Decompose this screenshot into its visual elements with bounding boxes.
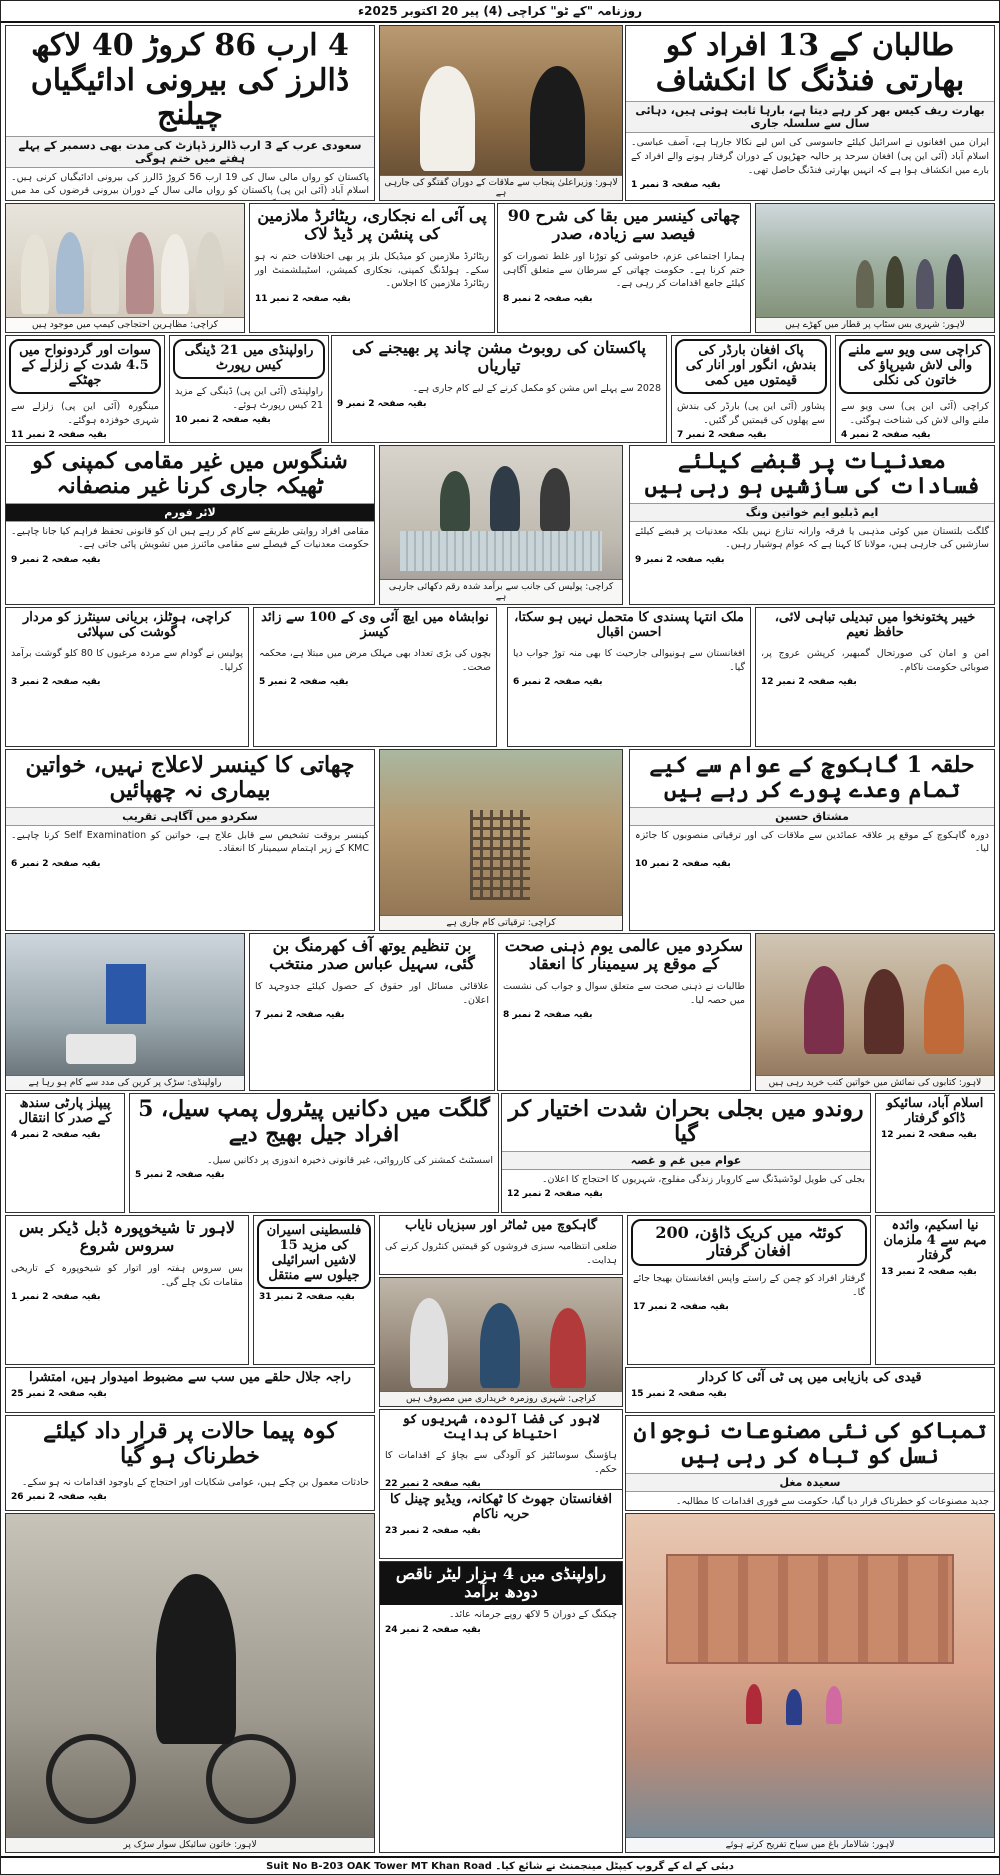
story-body: کینسر بروقت تشخیص سے قابل علاج ہے، خواتین کو Self Examination کرنا چاہیے۔ KMC کے زیر اہتمام سیمینار کا انعقاد۔: [11, 829, 370, 855]
continuation: بقیہ صفحہ 2 نمبر 7: [677, 430, 767, 441]
photo-crane: [5, 933, 245, 1091]
headline: ملک انتہا پسندی کا متحمل نہیں ہو سکتا، احسن اقبال: [514, 610, 744, 640]
photo-caption: لاہور: کتابوں کی نمائش میں خواتین کتب خرید رہی ہیں: [756, 1075, 994, 1090]
lead-story-payments[interactable]: [5, 25, 375, 201]
headline: گلگت میں دکانیں پیٹرول پمپ سیل، 5 افراد جیل بھیج دیے: [138, 1096, 490, 1148]
story-body: طالبات نے ذہنی صحت سے متعلق سوال و جواب کی نشست میں حصہ لیا۔: [503, 980, 745, 1006]
story-youth-kharmang[interactable]: [249, 933, 495, 1091]
headline: نوابشاہ میں ایچ آئی وی کے 100 سے زائد کیسز: [261, 610, 489, 640]
story-body: دورہ گاہکوچ کے موقع پر علاقہ عمائدین سے ملاقات کی اور ترقیاتی منصوبوں کا جائزہ لیا۔: [635, 829, 989, 855]
photo-book-fair: [755, 933, 995, 1091]
headline: فلسطینی اسیران کی مزید 15 لاشیں اسرائیلی جیلوں سے منتقل: [257, 1219, 371, 1289]
story-mental-health[interactable]: [497, 933, 751, 1091]
headline: لاہور تا شیخوپورہ ڈبل ڈیکر بس سروس شروع: [18, 1218, 236, 1256]
brief-earthquake[interactable]: [5, 335, 165, 443]
headline: پی آئی اے نجکاری، ریٹائرڈ ملازمین کی پنشن پر ڈیڈ لاک: [257, 206, 487, 244]
story-body: ہاؤسنگ سوسائٹیز کو آلودگی سے بچاؤ کے اقدامات کا حکم۔: [385, 1449, 617, 1475]
continuation: بقیہ صفحہ 2 نمبر 6: [11, 859, 101, 870]
photo-caption: کراچی: ترقیاتی کام جاری ہے: [380, 915, 622, 930]
masthead: روزنامہ "کے ٹو" کراچی (4) پیر 20 اکتوبر 2025ء: [1, 1, 999, 23]
continuation: بقیہ صفحہ 2 نمبر 25: [11, 1388, 107, 1399]
photo-seized-cash: [379, 445, 623, 605]
continuation: بقیہ صفحہ 2 نمبر 11: [255, 294, 351, 305]
headline: چھاتی کینسر میں بقا کی شرح 90 فیصد سے زیادہ، صدر: [507, 206, 741, 244]
headline: چھاتی کا کینسر لاعلاج نہیں، خواتین بیماری نہ چھپائیں: [25, 752, 355, 804]
continuation: بقیہ صفحہ 2 نمبر 24: [385, 1624, 481, 1635]
tag: عوام میں غم و غصہ: [502, 1151, 870, 1170]
headline: قیدی کی بازیابی میں پی ٹی آئی کا کردار: [698, 1370, 922, 1385]
story-quetta-crackdown[interactable]: [627, 1215, 871, 1365]
headline: کوہ پیما حالات پر قرار داد کیلئے خطرناک ہو گیا: [43, 1418, 337, 1470]
lead-shingus-contract[interactable]: [5, 445, 375, 605]
story-body: جدید مصنوعات کو خطرناک قرار دیا گیا، حکومت سے فوری اقدامات کا مطالبہ۔: [675, 1495, 989, 1507]
continuation: بقیہ صفحہ 2 نمبر 31: [259, 1291, 355, 1302]
continuation: بقیہ صفحہ 2 نمبر 3: [11, 677, 101, 688]
photo-shalimar-garden: [625, 1513, 995, 1853]
headline: پاک افغان بارڈر کی بندش، انگور اور انار کی قیمتوں میں کمی: [675, 339, 827, 394]
story-body: گرفتار افراد کو چمن کے راستے واپس افغانستان بھیجا جائے گا۔: [633, 1272, 865, 1298]
headline: نیا اسکیم، وائدہ مہم سے 4 ملزمان گرفتار: [883, 1218, 987, 1263]
lead-minerals-conspiracy[interactable]: [629, 445, 995, 605]
continuation: بقیہ صفحہ 2 نمبر 26: [11, 1492, 107, 1503]
story-pia-pension[interactable]: [249, 203, 495, 333]
subheadline: بھارت ریف کیس بھر کر رہے دیتا ہے، بارہا ثابت ہوئی ہیں، دہائی سال سے سلسلہ جاری: [626, 101, 994, 133]
photo-meeting: [379, 25, 623, 201]
continuation: بقیہ صفحہ 2 نمبر 9: [11, 555, 101, 566]
continuation: بقیہ صفحہ 2 نمبر 1: [11, 1292, 101, 1303]
story-body: پولیس نے گودام سے مردہ مرغیوں کا 80 کلو گوشت برآمد کرلیا۔: [11, 647, 243, 673]
story-double-decker[interactable]: [5, 1215, 249, 1365]
headline: پاکستان کی روبوٹ مشن چاند پر بھیجنے کی تیاریاں: [352, 338, 646, 376]
headline: راجہ جلال حلقے میں سب سے مضبوط امیدوار ہیں، امتشرا: [29, 1370, 351, 1385]
tag: لائر فورم: [6, 503, 374, 522]
story-body: بجلی کی طویل لوڈشیڈنگ سے کاروبار زندگی مفلوج، شہریوں کا احتجاج کا اعلان۔: [541, 1173, 865, 1185]
continuation: بقیہ صفحہ 2 نمبر 12: [507, 1189, 603, 1200]
brief-moon-mission[interactable]: [331, 335, 667, 443]
story-extremism[interactable]: [507, 607, 751, 747]
photo-cyclist: [5, 1513, 375, 1853]
story-raw-milk[interactable]: [379, 1561, 623, 1853]
photo-caption: کراچی: پولیس کی جانب سے برآمد شدہ رقم دکھائی جارہی ہے: [380, 579, 622, 604]
photo-construction: [379, 749, 623, 931]
lead-mountaineering[interactable]: [5, 1415, 375, 1511]
headline: خیبر پختونخوا میں تبدیلی تباہی لائی، حافظ نعیم: [774, 610, 976, 640]
lead-tobacco-youth[interactable]: [625, 1415, 995, 1511]
tag: سعیدہ مغل: [626, 1473, 994, 1492]
headline: روندو میں بجلی بحران شدت اختیار کر گیا: [508, 1096, 864, 1148]
story-palestinian-bodies[interactable]: [253, 1215, 375, 1365]
headline: پیپلز پارٹی سندھ کے صدر کا انتقال: [18, 1096, 112, 1126]
brief-islamabad-arrest[interactable]: [875, 1093, 995, 1213]
story-body: بس سروس ہفتہ اور اتوار کو شیخوپورہ کے تاریخی مقامات تک چلے گی۔: [11, 1262, 243, 1288]
headline: سکردو میں عالمی یوم ذہنی صحت کے موقع پر سیمینار کا انعقاد: [504, 936, 744, 974]
brief-karachi-body[interactable]: [835, 335, 995, 443]
story-kp-change[interactable]: [755, 607, 995, 747]
story-body: پاکستان کو رواں مالی سال کی 19 ارب 56 کروڑ ڈالرز کی بیرونی ادائیگیاں کرنی ہیں۔ اسلام آباد (آئی این پی) پاکستان کو رواں مالی سال کے دوران بیرونی قرضوں کی مد میں: [11, 171, 370, 197]
brief-dengue[interactable]: [169, 335, 329, 443]
brief-four-arrested[interactable]: [875, 1215, 995, 1365]
headline: حلقہ 1 گاہکوچ کے عوام سے کیے تمام وعدے پورے کر رہے ہیں: [649, 752, 975, 804]
story-body: ضلعی انتظامیہ سبزی فروشوں کو قیمتیں کنٹرول کرنے کی ہدایت۔: [385, 1240, 617, 1266]
story-raja-jalal[interactable]: [5, 1367, 375, 1413]
tag: مشتاق حسین: [630, 807, 994, 826]
story-body: ہمارا اجتماعی عزم، خاموشی کو توڑنا اور غلط تصورات کو ختم کرنا ہے۔ حکومت چھاتی کے سرطان سے متعلق آگاہی کیلئے جامع اقدامات کر رہی ہے۔: [503, 250, 745, 290]
continuation: بقیہ صفحہ 2 نمبر 7: [255, 1010, 345, 1021]
continuation: بقیہ صفحہ 3 نمبر 1: [631, 180, 721, 191]
continuation: بقیہ صفحہ 2 نمبر 9: [635, 555, 725, 566]
headline: کوئٹہ میں کریک ڈاؤن، 200 افغان گرفتار: [631, 1219, 867, 1266]
story-gahkuch-tomatoes[interactable]: [379, 1215, 623, 1275]
story-body: مقامی افراد روایتی طریقے سے کام کر رہے ہیں ان کو قانونی تحفظ فراہم کیا جانا چاہیے۔ حکومت معدنیات کے فیصلے سے مقامی مائنرز میں تشویش پائی جاتی ہے۔: [11, 525, 369, 551]
photo-caption: لاہور: وزیراعلیٰ پنجاب سے ملاقات کے دوران گفتگو کی جارہی ہے: [380, 175, 622, 200]
photo-market: [379, 1277, 623, 1407]
brief-ppp-sindh[interactable]: [5, 1093, 125, 1213]
continuation: بقیہ صفحہ 2 نمبر 8: [503, 294, 593, 305]
story-body: اسسٹنٹ کمشنر کی کارروائی، غیر قانونی ذخیرہ اندوزی پر دکانیں سیل۔: [207, 1154, 493, 1166]
continuation: بقیہ صفحہ 2 نمبر 11: [11, 430, 107, 441]
story-body: حادثات معمول بن چکے ہیں، عوامی شکایات اور احتجاج کے باوجود اقدامات نہ ہو سکے۔: [21, 1476, 369, 1488]
headline: راولپنڈی میں 4 ہزار لیٹر ناقص دودھ برآمد: [380, 1562, 622, 1605]
photo-caption: لاہور: شہری بس سٹاپ پر قطار میں کھڑے ہیں: [756, 317, 994, 332]
imprint-footer: دبئی کے اے کے گروپ کیپٹل مینجمنٹ نے شائع کیا۔ Suit No B-203 OAK Tower MT Khan Road: [1, 1856, 999, 1874]
headline: بن تنظیم یوتھ آف کھرمنگ بن گئی، سہیل عباس صدر منتخب: [269, 936, 475, 974]
story-dead-meat[interactable]: [5, 607, 249, 747]
continuation: بقیہ صفحہ 2 نمبر 17: [633, 1302, 729, 1313]
headline: کراچی، ہوٹلز، بریانی سینٹرز کو مردار گوشت کی سپلائی: [23, 610, 231, 640]
lead-gahkuch-promises[interactable]: [629, 749, 995, 931]
photo-caption: لاہور: خاتون سائیکل سوار سڑک پر: [6, 1837, 374, 1852]
continuation: بقیہ صفحہ 2 نمبر 6: [513, 677, 603, 688]
headline: کراچی سی ویو سے ملنے والی لاش شیرپاؤ کی خاتون کی نکلی: [839, 339, 991, 394]
continuation: بقیہ صفحہ 2 نمبر 8: [503, 1010, 593, 1021]
headline: تمباکو کی نئی مصنوعات نوجوان نسل کو تباہ کر رہی ہیں: [633, 1418, 987, 1470]
lead-rondu-electricity[interactable]: [501, 1093, 871, 1213]
tag: ایم ڈبلیو ایم خواتین ونگ: [630, 503, 994, 522]
lead-breast-cancer-curable[interactable]: [5, 749, 375, 931]
photo-caption: لاہور: شالامار باغ میں سیاح تفریح کرتے ہوئے: [626, 1837, 994, 1852]
brief-border-fruit[interactable]: [671, 335, 831, 443]
headline: سوات اور گردونواح میں 4.5 شدت کے زلزلے کے جھٹکے: [9, 339, 161, 394]
continuation: بقیہ صفحہ 2 نمبر 5: [259, 677, 349, 688]
headline: گاہکوچ میں ٹماٹر اور سبزیاں نایاب: [404, 1218, 598, 1233]
photo-caption: کراچی: شہری روزمرہ خریداری میں مصروف ہیں: [380, 1391, 622, 1406]
headline: طالبان کے 13 افراد کو بھارتی فنڈنگ کا انکشاف: [655, 28, 965, 98]
continuation: بقیہ صفحہ 2 نمبر 10: [175, 415, 271, 426]
subheadline: سعودی عرب کے 3 ارب ڈالرز ڈپازٹ کی مدت بھی دسمبر کے پہلے ہفتے میں ختم ہوگی: [6, 136, 374, 168]
photo-caption: کراچی: مظاہرین احتجاجی کیمپ میں موجود ہیں: [6, 317, 244, 332]
continuation: بقیہ صفحہ 2 نمبر 15: [631, 1388, 727, 1399]
headline: لاہور کی فضا آلودہ، شہریوں کو احتیاط کی ہدایت: [402, 1412, 600, 1442]
continuation: بقیہ صفحہ 2 نمبر 22: [385, 1479, 481, 1490]
continuation: بقیہ صفحہ 2 نمبر 5: [135, 1170, 225, 1181]
headline-afghan-propaganda: افغانستان جھوٹ کا ٹھکانہ، ویڈیو چینل کا حربہ ناکام: [380, 1489, 622, 1526]
headline: معدنیات پر قبضے کیلئے فسادات کی سازشیں ہو رہی ہیں: [644, 448, 980, 500]
story-lahore-pollution[interactable]: [379, 1409, 623, 1559]
lead-story-taliban[interactable]: [625, 25, 995, 201]
story-breast-cancer-survival[interactable]: [497, 203, 751, 333]
continuation: بقیہ صفحہ 2 نمبر 10: [635, 859, 731, 870]
story-body: کراچی (آئی این پی) سی ویو سے ملنے والی لاش کی شناخت ہوگئی۔: [841, 400, 989, 426]
headline: شنگوس میں غیر مقامی کمپنی کو ٹھیکہ جاری کرنا غیر منصفانہ: [32, 448, 348, 500]
story-body: امن و امان کی صورتحال گمبھیر، کرپشن عروج پر، صوبائی حکومت ناکام۔: [761, 647, 989, 673]
continuation: بقیہ صفحہ 2 نمبر 23: [385, 1526, 481, 1537]
story-body: راولپنڈی (آئی این پی) ڈینگی کے مزید 21 کیس رپورٹ ہوئے۔: [175, 385, 323, 411]
story-body: 2028 سے پہلے اس مشن کو مکمل کرنے کے لیے کام جاری ہے۔: [412, 382, 661, 394]
story-body: بچوں کی بڑی تعداد بھی مہلک مرض میں مبتلا ہے، محکمہ صحت۔: [259, 647, 491, 673]
story-body: ریٹائرڈ ملازمین کو میڈیکل بلز پر بھی اختلافات ختم نہ ہو سکے۔ ہولڈنگ کمپنی، نجکاری کمیشن، اسٹیبلشمنٹ اور ریٹائرڈ ملازمین کا اجلاس۔: [255, 250, 489, 290]
story-body: مینگورہ (آئی این پی) زلزلے سے شہری خوفزدہ ہوگئے۔: [11, 400, 159, 426]
photo-caption: راولپنڈی: سڑک پر کرین کی مدد سے کام ہو رہا ہے: [6, 1075, 244, 1090]
tag: سکردو میں آگاہی تقریب: [6, 807, 374, 826]
continuation: بقیہ صفحہ 2 نمبر 13: [881, 1266, 977, 1277]
continuation: بقیہ صفحہ 2 نمبر 4: [11, 1129, 101, 1140]
story-body: افغانستان سے ہونیوالی جارحیت کا بھی منہ توڑ جواب دیا گیا۔: [513, 647, 745, 673]
continuation: بقیہ صفحہ 2 نمبر 12: [761, 677, 857, 688]
continuation: بقیہ صفحہ 2 نمبر 12: [881, 1129, 977, 1140]
story-body: چیکنگ کے دوران 5 لاکھ روپے جرمانہ عائد۔: [448, 1608, 617, 1620]
continuation: بقیہ صفحہ 2 نمبر 9: [337, 398, 427, 409]
photo-protest-camp: [5, 203, 245, 333]
headline: 4 ارب 86 کروڑ 40 لاکھ ڈالرز کی بیرونی ادائیگیاں چیلنج: [30, 28, 350, 132]
story-hiv[interactable]: [253, 607, 497, 747]
headline: راولپنڈی میں 21 ڈینگی کیس رپورٹ: [173, 339, 325, 379]
photo-queue: [755, 203, 995, 333]
story-body: ایران میں افغانوں نے اسرائیل کیلئے جاسوسی کی اس لیے نکالا جارہا ہے، آصف عباسی۔ اسلام آباد (آئی این پی) افغان سرحد پر حالیہ جھڑپوں کے دوران گرفتار ہونے والے افراد کے بارے میں انکشاف ہوا ہے کہ انہیں بھارتی فنڈنگ حاصل تھی۔: [631, 137, 989, 176]
story-body: گلگت بلتستان میں کوئی مذہبی یا فرقہ وارانہ تنازع نہیں بلکہ معدنیات پر قبضے کیلئے سازشیں کی جارہی ہیں، مولانا کا کہنا ہے کہ عوام ہوشیار رہیں۔: [635, 525, 989, 551]
story-body: علاقائی مسائل اور حقوق کے حصول کیلئے جدوجہد کا اعلان۔: [255, 980, 489, 1006]
story-pti-role[interactable]: [625, 1367, 995, 1413]
story-body: پشاور (آئی این پی) بارڈر کی بندش سے پھلوں کی قیمتیں گر گئیں۔: [677, 400, 825, 426]
continuation: بقیہ صفحہ 2 نمبر 4: [841, 430, 931, 441]
lead-gilgit-shops-sealed[interactable]: [129, 1093, 499, 1213]
headline: اسلام آباد، سائیکو ڈاکو گرفتار: [886, 1096, 984, 1126]
